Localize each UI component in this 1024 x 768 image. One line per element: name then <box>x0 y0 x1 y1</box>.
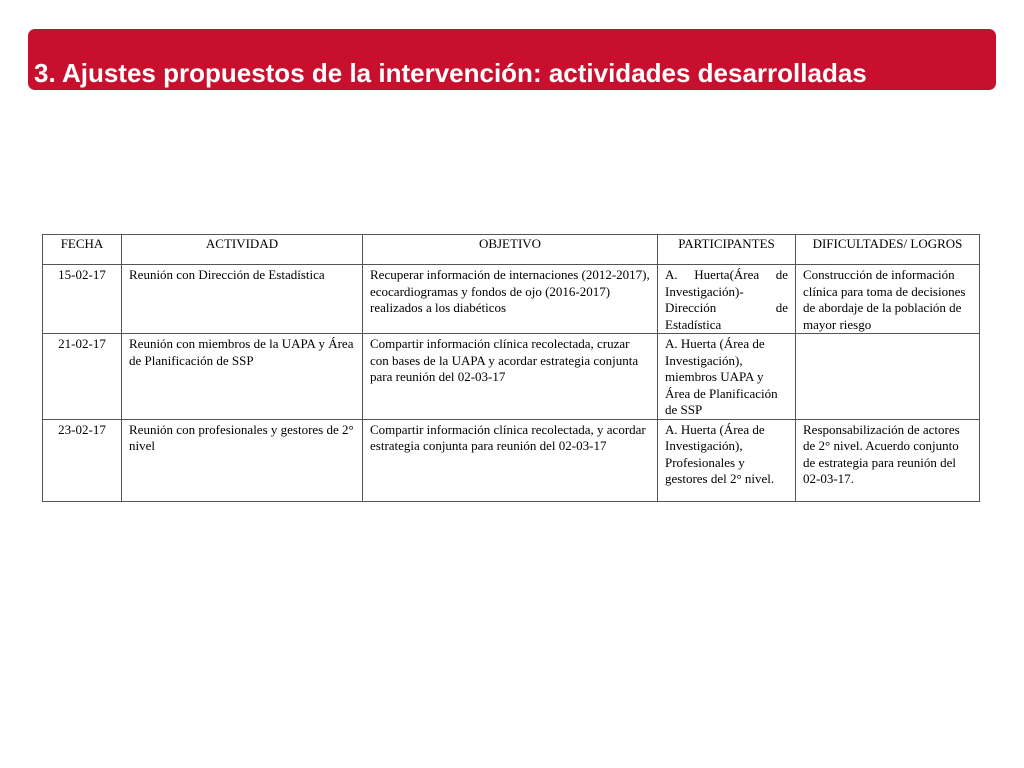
activities-table <box>42 234 980 502</box>
header-fecha: FECHA <box>43 235 122 265</box>
header-objetivo: OBJETIVO <box>363 235 658 265</box>
table-row <box>43 419 980 501</box>
header-actividad: ACTIVIDAD <box>122 235 363 265</box>
cell-fecha: 15-02-17 <box>43 265 122 334</box>
cell-dificultades <box>796 334 980 420</box>
cell-dificultades: Construcción de información clínica para toma de decisiones de abordaje de la población de mayor riesgo <box>796 265 980 334</box>
cell-actividad: Reunión con miembros de la UAPA y Área de Planificación de SSP <box>122 334 363 420</box>
cell-participantes: A. Huerta (Área de Investigación), Profesionales y gestores del 2° nivel. <box>658 419 796 501</box>
cell-objetivo: Recuperar información de internaciones (2012-2017), ecocardiogramas y fondos de ojo (2016-2017) realizados a los diabéticos <box>363 265 658 334</box>
cell-objetivo: Compartir información clínica recolectada, y acordar estrategia conjunta para reunión del 02-03-17 <box>363 419 658 501</box>
cell-fecha: 23-02-17 <box>43 419 122 501</box>
table-row <box>43 334 980 420</box>
header-dificultades: DIFICULTADES/ LOGROS <box>796 235 980 265</box>
header-participantes: PARTICIPANTES <box>658 235 796 265</box>
table-header-row <box>43 235 980 265</box>
cell-actividad: Reunión con Dirección de Estadística <box>122 265 363 334</box>
cell-fecha: 21-02-17 <box>43 334 122 420</box>
cell-participantes: A. Huerta (Área de Investigación), miembros UAPA y Área de Planificación de SSP <box>658 334 796 420</box>
cell-participantes: A. Huerta(Área de Investigación)- Dirección de Estadística <box>658 265 796 334</box>
slide-title: 3. Ajustes propuestos de la intervención: actividades desarrolladas <box>34 58 867 88</box>
cell-actividad: Reunión con profesionales y gestores de 2° nivel <box>122 419 363 501</box>
table-row <box>43 265 980 334</box>
cell-dificultades: Responsabilización de actores de 2° nivel. Acuerdo conjunto de estrategia para reunión del 02-03-17. <box>796 419 980 501</box>
cell-objetivo: Compartir información clínica recolectada, cruzar con bases de la UAPA y acordar estrategia conjunta para reunión del 02-03-17 <box>363 334 658 420</box>
